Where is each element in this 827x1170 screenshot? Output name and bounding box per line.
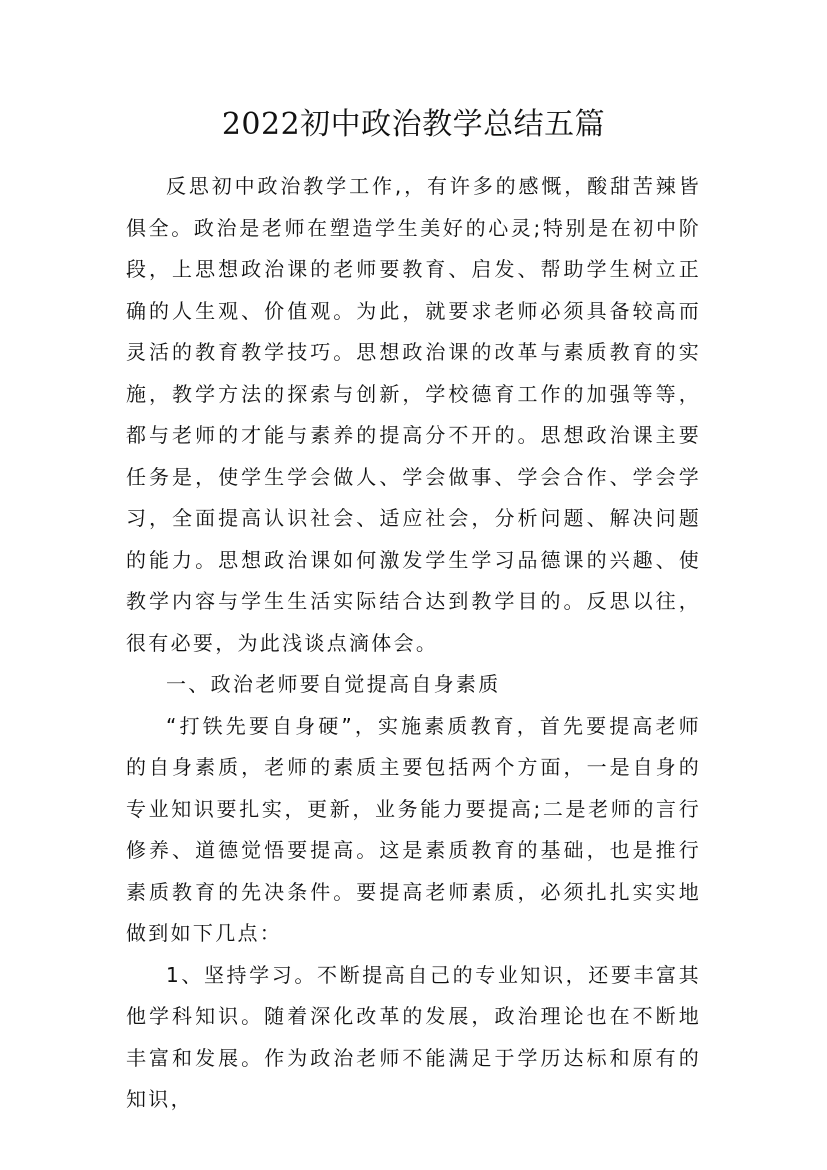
paragraph-point-1: 1、坚持学习。不断提高自己的专业知识，还要丰富其他学科知识。随着深化改革的发展，政治理论也在不断地丰富和发展。作为政治老师不能满足于学历达标和原有的知识， [126, 962, 701, 1111]
section-heading-1: 一、政治老师要自觉提高自身素质 [166, 672, 501, 696]
paragraph-intro: 反思初中政治教学工作,，有许多的感慨，酸甜苦辣皆俱全。政治是老师在塑造学生美好的心灵;特别是在初中阶段，上思想政治课的老师要教育、启发、帮助学生树立正确的人生观、价值观。为此，就要求老师必须具备较高而灵活的教育教学技巧。思想政治课的改革与素质教育的实施，教学方法的探索与创新，学校德育工作的加强等等，都与老师的才能与素养的提高分不开的。思想政治课主要任务是，使学生学会做人、学会做事、学会合作、学会学习，全面提高认识社会、适应社会，分析问题、解决问题的能力。思想政治课如何激发学生学习品德课的兴趣、使教学内容与学生生活实际结合达到教学目的。反思以往，很有必要，为此浅谈点滴体会。 [126, 174, 701, 655]
document-title: 2022初中政治教学总结五篇 [221, 107, 606, 142]
paragraph-self-quality: “打铁先要自身硬”，实施素质教育，首先要提高老师的自身素质，老师的素质主要包括两个方面，一是自身的专业知识要扎实，更新，业务能力要提高;二是老师的言行修养、道德觉悟要提高。这是素质教育的基础，也是推行素质教育的先决条件。要提高老师素质，必须扎扎实实地做到如下几点： [126, 713, 701, 945]
document-body [126, 166, 701, 1121]
